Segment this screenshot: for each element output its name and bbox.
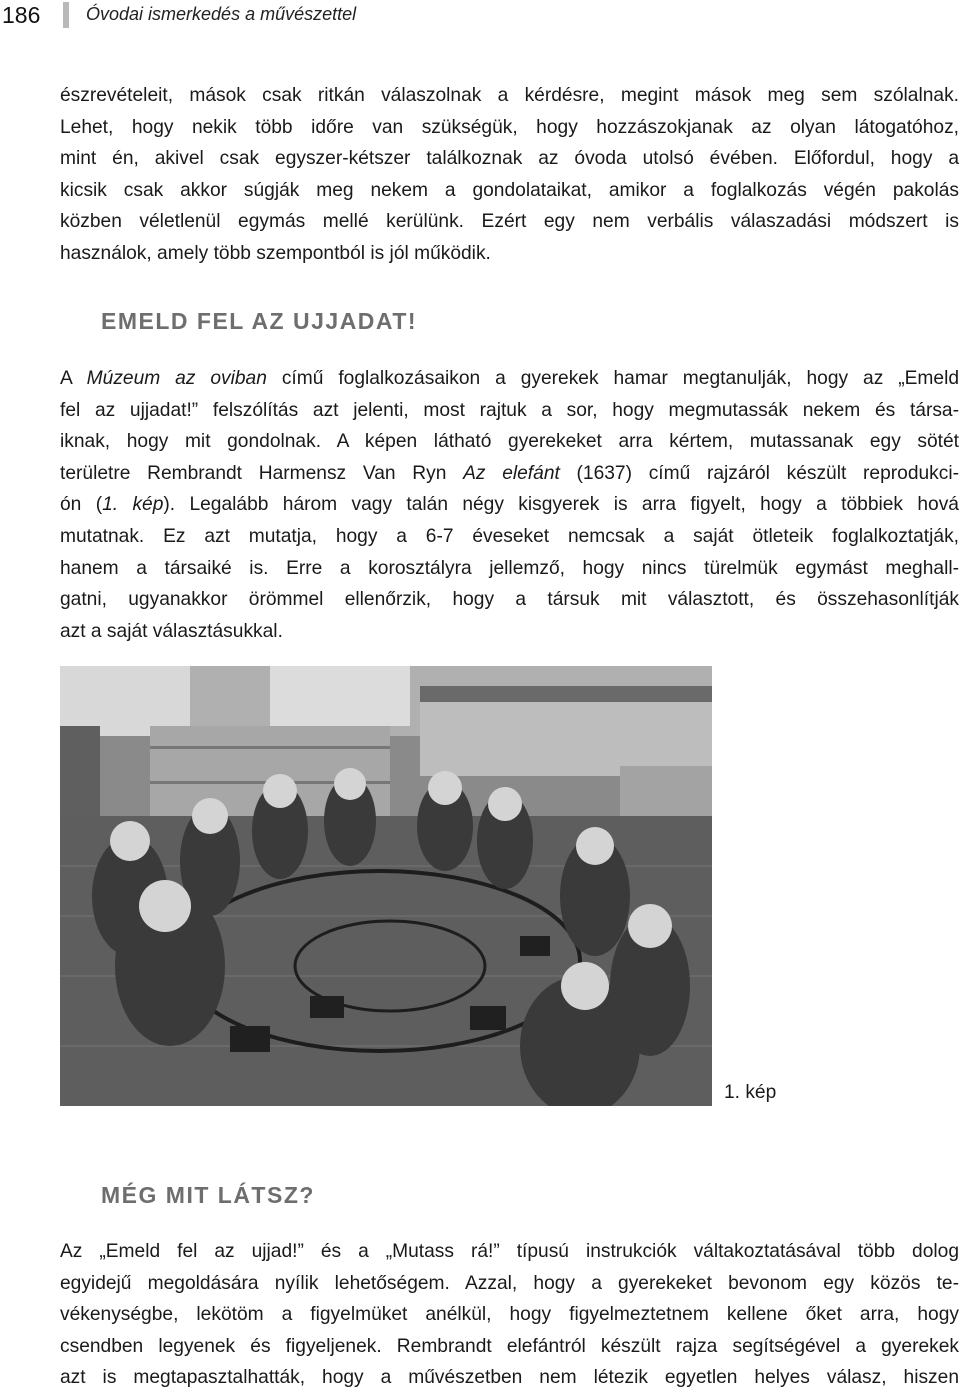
paragraph-emeld	[60, 363, 959, 647]
text-line: Lehet, hogy nekik több időre van szükségük, hogy hozzászokjanak az olyan látogatóhoz,	[60, 116, 959, 138]
text-line: csendben legyenek és figyeljenek. Rembrandt elefántról készült rajza segítségével a gyerekek	[60, 1335, 959, 1357]
photo-illustration	[60, 666, 712, 1106]
running-title: Óvodai ismerkedés a művészettel	[86, 4, 357, 24]
text-line: iknak, hogy mit gondolnak. A képen látható gyerekeket arra kértem, mutassanak egy sötét	[60, 431, 959, 453]
italic-title: Az elefánt	[463, 462, 560, 484]
text-run: A	[60, 368, 87, 389]
text-line: egyidejű megoldására nyílik lehetőségem. Azzal, hogy a gyerekeket bevonom egy közös te-	[60, 1272, 959, 1294]
text-run: ). Legalább három vagy talán négy kisgyerek is arra figyelt, hogy a többiek hová	[163, 494, 959, 516]
text-line: gatni, ugyanakkor örömmel ellenőrzik, hogy a társuk mit választott, és összehasonlítják	[60, 589, 959, 611]
header-divider-bar	[63, 2, 69, 28]
classroom-photo	[60, 666, 712, 1106]
text-line: közben véletlenül egymás mellé kerülünk. Ezért egy nem verbális válaszadási módszert is	[60, 211, 959, 233]
section-heading-emeld: EMELD FEL AZ UJJADAT!	[101, 308, 418, 334]
text-line	[60, 363, 959, 395]
figure-caption: 1. kép	[724, 1082, 777, 1103]
text-run: területre Rembrandt Harmensz Van Ryn	[60, 462, 464, 484]
text-line: mint én, akivel csak egyszer-kétszer találkoznak az óvoda utolsó évében. Előfordul, hogy a	[60, 148, 959, 170]
text-run: ón (	[60, 494, 103, 516]
text-line	[60, 489, 959, 521]
text-line: hanem a társaiké is. Erre a korosztályra jellemző, hogy nincs türelmük egymást meghall-	[60, 557, 959, 579]
text-line: kicsik csak akkor súgják meg nekem a gondolataikat, amikor a foglalkozás végén pakolás	[60, 179, 959, 201]
text-line: vékenységbe, lekötöm a figyelmüket anélkül, hogy figyelmeztetnem kellene őket arra, hogy	[60, 1304, 959, 1326]
text-line	[60, 458, 959, 490]
text-line: fel az ujjadat!” felszólítás azt jelenti, most rajtuk a sor, hogy megmutassák nekem és társa-	[60, 399, 959, 421]
text-line: mutatnak. Ez azt mutatja, hogy a 6-7 éveseket nemcsak a saját ötleteik foglalkoztatják,	[60, 525, 959, 547]
section-heading-meg-mit: MÉG MIT LÁTSZ?	[101, 1182, 315, 1208]
text-line: azt a saját választásukkal.	[60, 620, 283, 642]
page-header	[0, 0, 960, 34]
paragraph-intro	[60, 80, 959, 270]
text-run: című foglalkozásaikon a gyerekek hamar megtanulják, hogy az „Emeld	[266, 368, 960, 389]
text-line: használok, amely több szempontból is jól működik.	[60, 242, 491, 264]
italic-title: Múzeum az oviban	[86, 368, 267, 389]
italic-figure-ref: 1. kép	[102, 494, 164, 516]
text-line: Az „Emeld fel az ujjad!” és a „Mutass rá!” típusú instrukciók váltakoztatásával több dolog	[60, 1241, 959, 1262]
text-run: (1637) című rajzáról készült reprodukci-	[559, 462, 959, 484]
page-number: 186	[2, 2, 41, 28]
text-line: észrevételeit, mások csak ritkán válaszolnak a kérdésre, megint mások meg sem szólalnak.	[60, 85, 959, 106]
paragraph-meg-mit	[60, 1236, 959, 1394]
text-line: azt is megtapasztalhatták, hogy a művészetben nem létezik egyetlen helyes válasz, hiszen	[60, 1367, 959, 1389]
